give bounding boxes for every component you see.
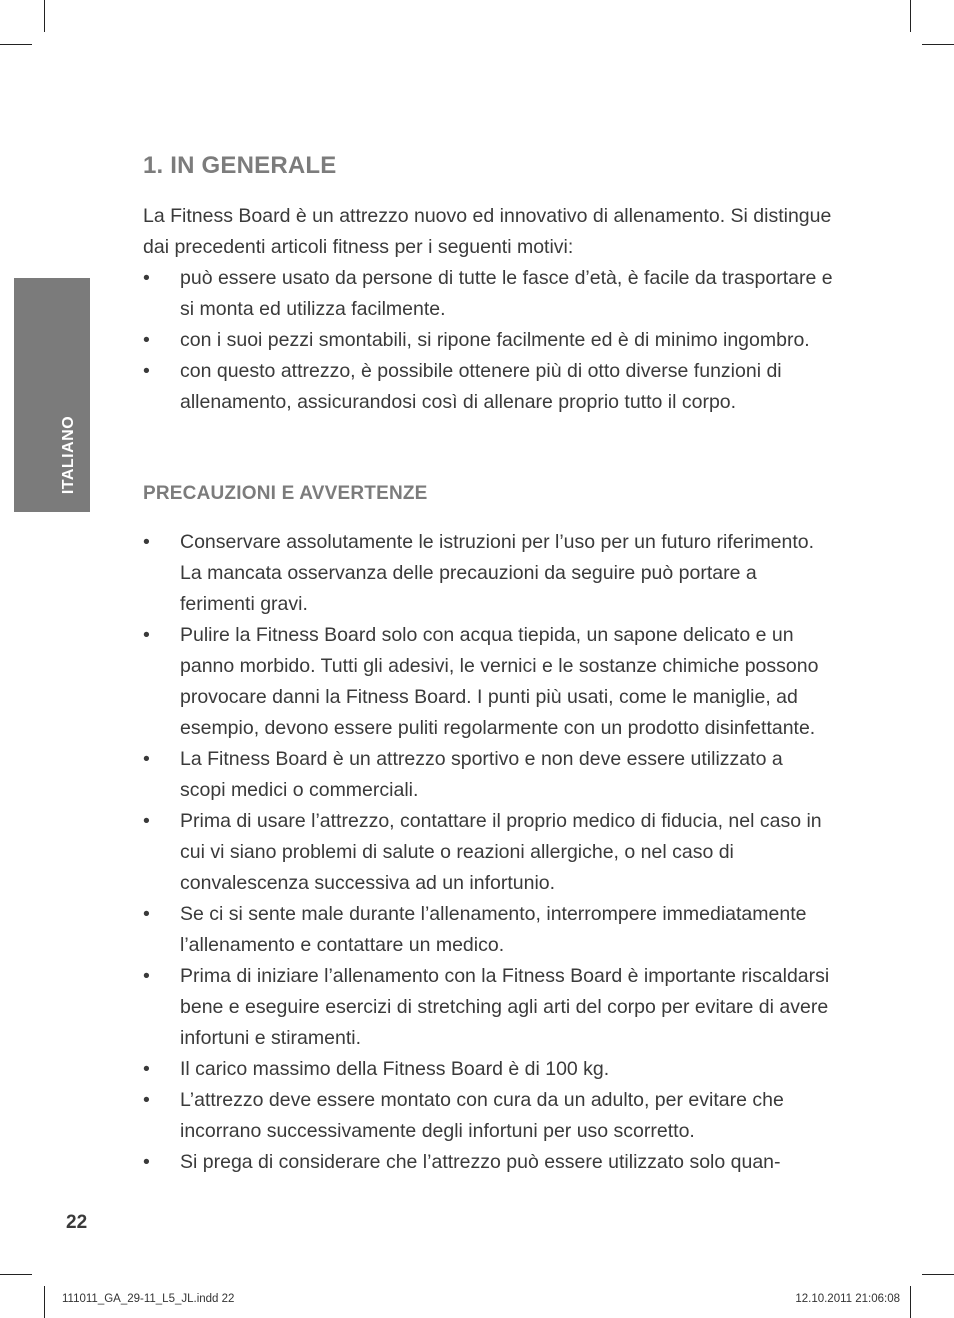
- list-item: • La Fitness Board è un attrezzo sportivo e non deve essere utilizzato a scopi medici o commerciali.: [143, 744, 833, 806]
- crop-mark: [0, 44, 32, 45]
- language-side-tab: [14, 278, 90, 512]
- precautions-list: [143, 527, 833, 1178]
- section-title: 1. IN GENERALE: [143, 152, 337, 179]
- feature-list: [143, 263, 833, 418]
- crop-mark: [0, 1274, 32, 1275]
- bullet-icon: •: [143, 1058, 150, 1080]
- bullet-icon: •: [143, 748, 150, 770]
- precautions-title: PRECAUZIONI E AVVERTENZE: [143, 483, 428, 504]
- crop-mark: [44, 1286, 45, 1318]
- bullet-icon: •: [143, 329, 150, 351]
- list-item: • Si prega di considerare che l’attrezzo può essere utilizzato solo quan-: [143, 1147, 833, 1178]
- list-item: • con questo attrezzo, è possibile ottenere più di otto diverse funzioni di allenamento, assicurandosi così di allenare proprio tutto il corpo.: [143, 356, 833, 418]
- bullet-icon: •: [143, 1089, 150, 1111]
- crop-mark: [922, 1274, 954, 1275]
- list-item: • Prima di usare l’attrezzo, contattare il proprio medico di fiducia, nel caso in cui vi siano problemi di salute o reazioni allergiche, o nel caso di convalescenza successiva ad un infortunio.: [143, 806, 833, 899]
- intro-paragraph: La Fitness Board è un attrezzo nuovo ed innovativo di allenamento. Si distingue dai precedenti articoli fitness per i seguenti motivi:: [143, 205, 832, 258]
- crop-mark: [910, 1286, 911, 1318]
- bullet-icon: •: [143, 531, 150, 553]
- crop-mark: [922, 44, 954, 45]
- bullet-icon: •: [143, 965, 150, 987]
- list-item: • con i suoi pezzi smontabili, si ripone facilmente ed è di minimo ingombro.: [143, 325, 833, 356]
- bullet-icon: •: [143, 903, 150, 925]
- list-item: • Il carico massimo della Fitness Board è di 100 kg.: [143, 1054, 833, 1085]
- bullet-icon: •: [143, 360, 150, 382]
- slug-filename: 111011_GA_29-11_L5_JL.indd 22: [62, 1293, 235, 1305]
- list-item: • L’attrezzo deve essere montato con cura da un adulto, per evitare che incorrano successivamente degli infortuni per uso scorretto.: [143, 1085, 833, 1147]
- list-item: • Prima di iniziare l’allenamento con la Fitness Board è importante riscaldarsi bene e eseguire esercizi di stretching agli arti del corpo per evitare di avere infortuni e stiramenti.: [143, 961, 833, 1054]
- slug-datetime: 12.10.2011 21:06:08: [795, 1293, 900, 1305]
- list-item: • può essere usato da persone di tutte le fasce d’età, è facile da trasportare e si monta ed utilizza facilmente.: [143, 263, 833, 325]
- bullet-icon: •: [143, 1151, 150, 1173]
- bullet-icon: •: [143, 267, 150, 289]
- list-item: • Conservare assolutamente le istruzioni per l’uso per un futuro riferimento. La mancata osservanza delle precauzioni da seguire può portare a ferimenti gravi.: [143, 527, 833, 620]
- crop-mark: [910, 0, 911, 32]
- bullet-icon: •: [143, 810, 150, 832]
- list-item: • Pulire la Fitness Board solo con acqua tiepida, un sapone delicato e un panno morbido. Tutti gli adesivi, le vernici e le sostanze chimiche possono provocare danni la Fitness Board. I punti più usati, come le maniglie, ad esempio, devono essere puliti regolarmente con un prodotto disinfettante.: [143, 620, 833, 744]
- page-number: 22: [66, 1212, 88, 1233]
- crop-mark: [44, 0, 45, 32]
- list-item: • Se ci si sente male durante l’allenamento, interrompere immediatamente l’allenamento e contattare un medico.: [143, 899, 833, 961]
- language-tab-label: ITALIANO: [60, 415, 77, 495]
- bullet-icon: •: [143, 624, 150, 646]
